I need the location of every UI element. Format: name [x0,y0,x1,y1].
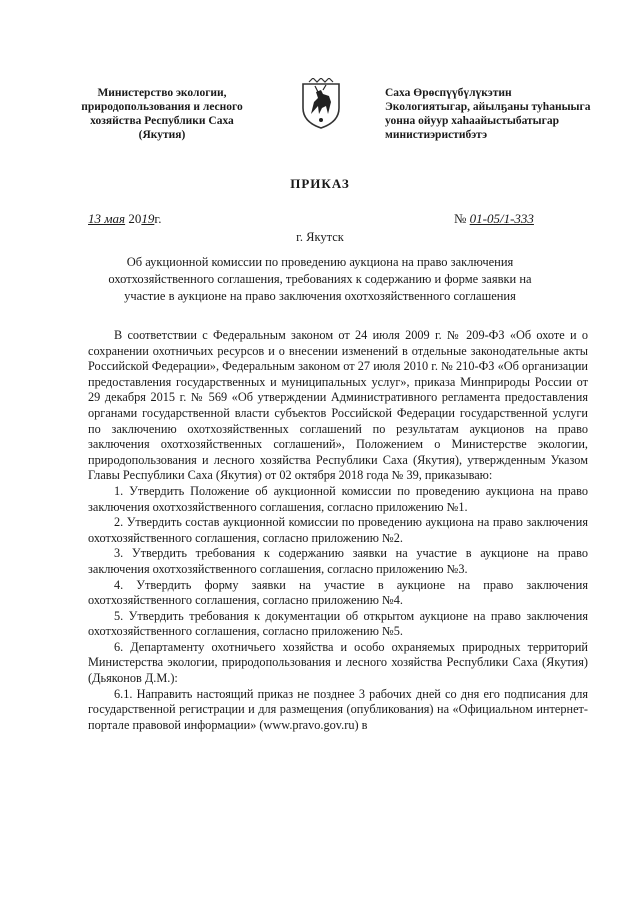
order-subject-line: Об аукционной комиссии по проведению аукциона на право заключения [126,255,514,269]
ministry-name-line: Саха Өрөспүүбүлүкэтин [385,87,512,99]
body-paragraph: 2. Утвердить состав аукционной комиссии по проведению аукциона на право заключения охотхозяйственного соглашения, согласно приложению №2. [88,515,588,545]
body-paragraph: 6. Департаменту охотничьего хозяйства и особо охраняемых природных территорий Министерства экологии, природопользования и лесного хозяйства Республики Саха (Якутия) (Дьяконов Д.М.): [88,639,588,686]
ministry-name-line: (Якутия) [138,129,186,141]
order-subject [0,254,640,305]
document-title: ПРИКАЗ [290,176,350,191]
ministry-name-line: министиэристибэтэ [385,129,488,141]
order-date-year-suffix: 19 [141,211,155,226]
body-paragraph: 4. Утвердить форму заявки на участие в аукционе на право заключения охотхозяйственного соглашения, согласно приложению №4. [88,577,588,608]
ministry-name-line: Министерство экологии, [97,87,227,99]
order-number [454,211,534,227]
order-number-value: 01-05/1-333 [469,211,534,226]
body-paragraph: 1. Утвердить Положение об аукционной комиссии по проведению аукциона на право заключения охотхозяйственного соглашения, согласно приложению №1. [88,483,588,514]
body-paragraph: 5. Утвердить требования к документации об открытом аукционе на право заключения охотхозяйственного соглашения, согласно приложению №5. [88,608,588,639]
order-date-day-month: 13 мая [88,211,126,226]
order-date [88,211,161,227]
ministry-name-line: Экологиятыгар, айылҕаны туһаныыга [385,101,591,113]
ministry-name-line: уонна ойуур хаһаайыстыбатыгар [385,115,560,127]
order-date-year-prefix: 20 [128,211,142,226]
sakha-coat-of-arms-icon [299,78,343,130]
order-date-suffix: г. [154,211,162,226]
order-subject-line: участие в аукционе на право заключения охотхозяйственного соглашения [124,289,516,303]
order-subject-line: охотхозяйственного соглашения, требованиях к содержанию и форме заявки на [108,272,532,286]
ministry-name-russian [62,86,262,142]
body-paragraph: 6.1. Направить настоящий приказ не позднее 3 рабочих дней со дня его подписания для государственной регистрации и для размещения (опубликования) на «Официальном интернет-портале правовой информации» (www.pravo.gov.ru) в [88,686,588,732]
order-number-prefix: № [454,211,467,226]
body-paragraph: 3. Утвердить требования к содержанию заявки на участие в аукционе на право заключения охотхозяйственного соглашения, согласно приложению №3. [88,546,588,576]
ministry-name-line: природопользования и лесного [81,101,243,113]
order-body [88,328,588,733]
ministry-name-sakha [385,86,591,142]
order-city: г. Якутск [296,230,344,244]
ministry-name-line: хозяйства Республики Саха [90,115,234,127]
body-paragraph: В соответствии с Федеральным законом от 24 июля 2009 г. № 209-ФЗ «Об охоте и о сохранении охотничьих ресурсов и о внесении изменений в отдельные законодательные акты Российской Федерации», Федеральным законом от 27 июля 2010 г. № 210-ФЗ «Об организации предоставления государственных и муниципальных услуг», приказа Минприроды России от 29 декабря 2015 г. № 569 «Об утверждении Административного регламента предоставления органами государственной власти субъектов Российской Федерации государственной услуги по заключению охотхозяйственных соглашений по результатам аукционов на право заключения охотхозяйственных соглашений», Положением о Министерстве экологии, природопользования и лесного хозяйства Республики Саха (Якутия), утвержденным Указом Главы Республики Саха (Якутия) от 02 октября 2018 года № 39, приказываю: [88,328,588,483]
